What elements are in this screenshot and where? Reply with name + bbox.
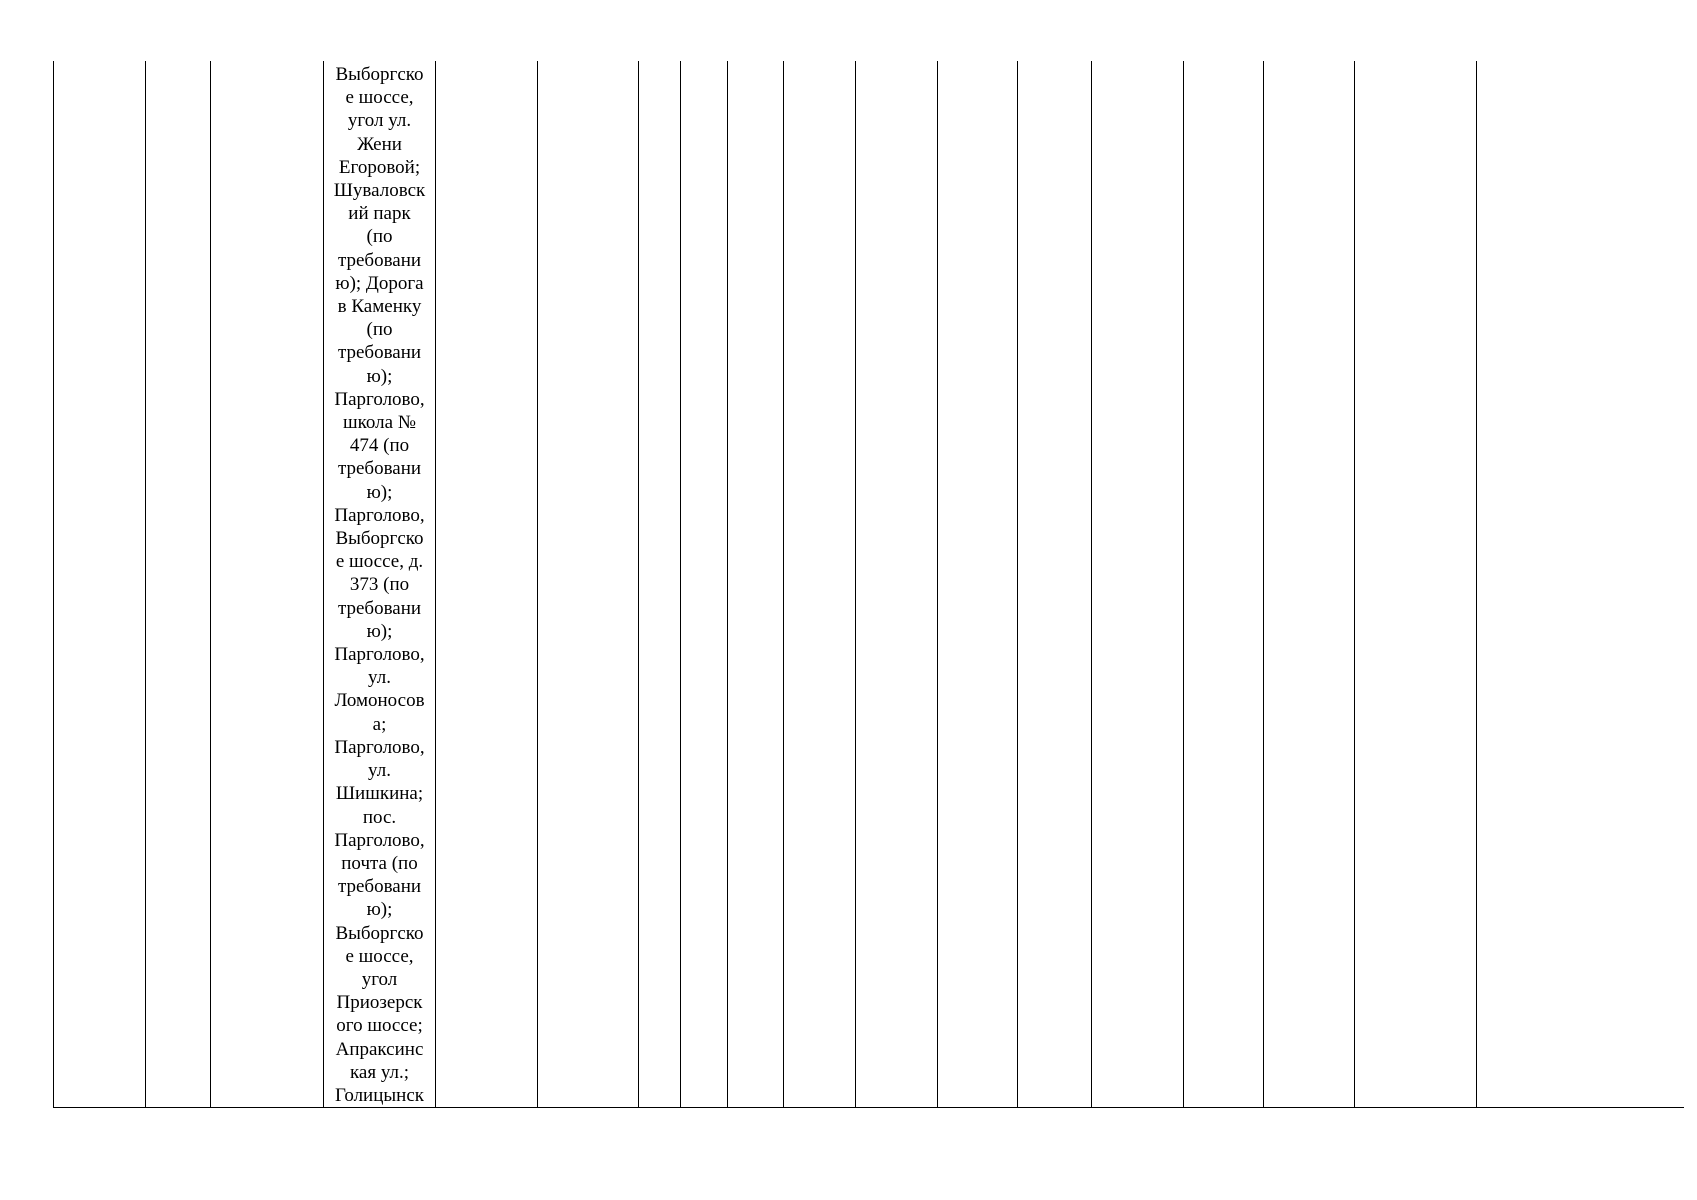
- stops-line: Ломоносов: [334, 690, 425, 712]
- stops-line: Шишкина;: [335, 783, 424, 805]
- stops-line: почта (по: [341, 852, 418, 874]
- stops-line: Приозерск: [336, 992, 423, 1014]
- stops-line: 474 (по: [349, 435, 410, 457]
- stops-line: пос.: [362, 806, 397, 828]
- stops-line: Парголово,: [334, 644, 425, 666]
- schedule-table: [53, 61, 1684, 1108]
- stops-line: ю);: [366, 481, 393, 503]
- table-cell-stops: [324, 61, 436, 1108]
- stops-line: Парголово,: [334, 736, 425, 758]
- stops-line: Выборгско: [335, 528, 424, 550]
- stops-line: Выборгско: [335, 64, 424, 85]
- stops-line: ю);: [366, 365, 393, 387]
- stops-line: угол ул.: [347, 110, 412, 132]
- stops-line: требовани: [337, 458, 422, 480]
- stops-line: требовани: [337, 597, 422, 619]
- stops-line: 373 (по: [349, 574, 410, 596]
- table-cell-col-8: [681, 61, 728, 1108]
- stops-line: (по: [366, 226, 393, 248]
- table-cell-col-14: [1092, 61, 1184, 1108]
- stops-line: ю);: [366, 899, 393, 921]
- stops-line: Парголово,: [334, 504, 425, 526]
- table-cell-col-7: [639, 61, 681, 1108]
- stops-line: школа №: [343, 412, 416, 434]
- stops-line: требовани: [337, 876, 422, 898]
- stops-line: ю);: [366, 620, 393, 642]
- stops-line: Жени: [357, 133, 402, 155]
- stops-line: ю); Дорога: [335, 272, 424, 294]
- table-cell-col-16: [1264, 61, 1355, 1108]
- table-cell-col-11: [856, 61, 938, 1108]
- table-cell-col-6: [538, 61, 639, 1108]
- table-cell-col-13: [1018, 61, 1092, 1108]
- stops-line: (по: [366, 319, 393, 341]
- stops-list: [324, 61, 435, 1107]
- table-cell-col-10: [784, 61, 856, 1108]
- table-row: [54, 61, 1684, 1108]
- table-cell-col-3: [211, 61, 324, 1108]
- stops-line: в Каменку: [337, 296, 422, 318]
- table-cell-col-2: [146, 61, 211, 1108]
- stops-line: угол: [361, 968, 398, 990]
- stops-line: кая ул.;: [349, 1061, 410, 1083]
- stops-line: а;: [372, 713, 387, 735]
- stops-line: требовани: [337, 249, 422, 271]
- stops-line: ул.: [368, 667, 391, 689]
- stops-line: е шоссе, д.: [335, 551, 424, 573]
- stops-line: Апраксинс: [335, 1038, 424, 1060]
- stops-line: е шоссе,: [345, 87, 414, 109]
- stops-line: Парголово,: [334, 829, 425, 851]
- stops-line: ого шоссе;: [336, 1015, 423, 1037]
- table-cell-col-12: [938, 61, 1018, 1108]
- stops-line: Егоровой;: [338, 156, 421, 178]
- table-cell-col-9: [728, 61, 784, 1108]
- stops-line: ий парк: [348, 203, 411, 225]
- table-cell-col-17: [1355, 61, 1477, 1108]
- table-cell-col-5: [436, 61, 538, 1108]
- stops-line: Выборгско: [335, 922, 424, 944]
- stops-line: Шуваловск: [333, 180, 426, 202]
- table-cell-col-18: [1477, 61, 1684, 1108]
- stops-line: е шоссе,: [345, 945, 414, 967]
- stops-line: ул.: [368, 760, 391, 782]
- stops-line: Голицынск: [335, 1084, 424, 1106]
- table-cell-col-15: [1184, 61, 1264, 1108]
- table-cell-col-1: [54, 61, 146, 1108]
- stops-line: требовани: [337, 342, 422, 364]
- stops-line: Парголово,: [334, 388, 425, 410]
